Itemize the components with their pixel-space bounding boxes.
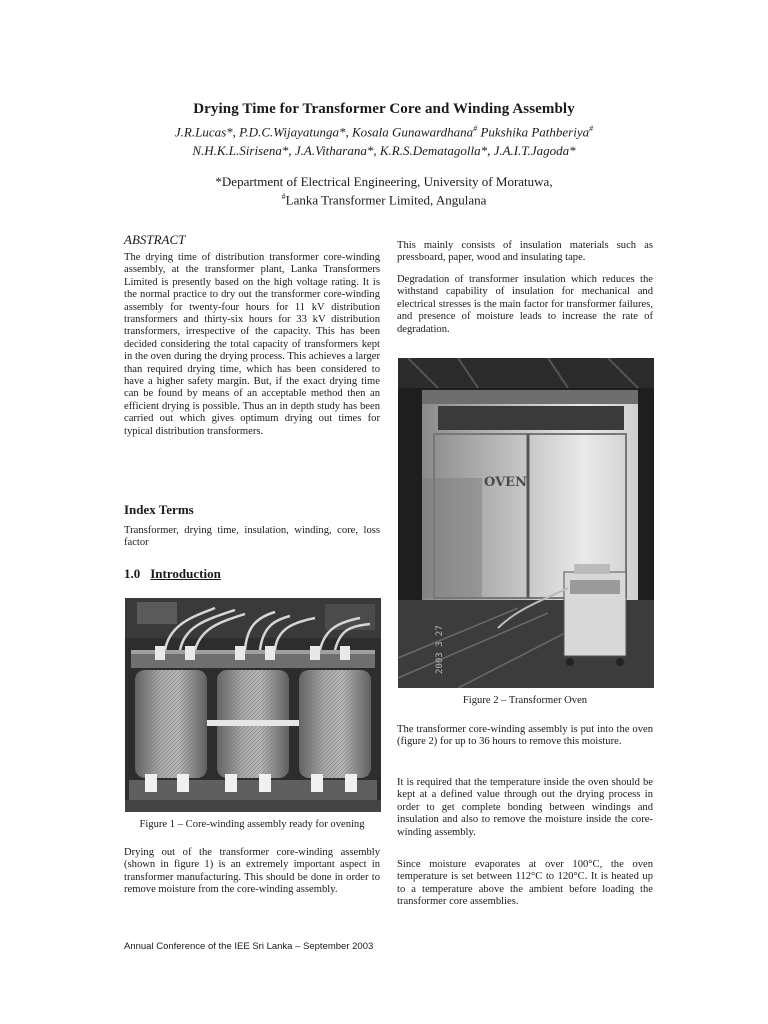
author-line-2: N.H.K.L.Sirisena*, J.A.Vitharana*, K.R.S.Dematagolla*, J.A.I.T.Jagoda* <box>192 143 576 158</box>
right-paragraph-3: The transformer core-winding assembly is put into the oven (figure 2) for up to 36 hours to remove this moisture. <box>397 724 653 748</box>
affiliation-line-2: #Lanka Transformer Limited, Angulana <box>281 192 487 208</box>
abstract-heading: ABSTRACT <box>124 232 186 247</box>
photo-date-stamp: 2003 3 27 <box>435 625 445 674</box>
index-terms-text: Transformer, drying time, insulation, winding, core, loss factor <box>124 525 380 549</box>
right-paragraph-5: Since moisture evaporates at over 100°C, the oven temperature is set between 112°C to 120°C. It is heated up to a temperature above the ambient before loading the transformer core assemblies. <box>397 859 653 908</box>
transformer-oven-photo <box>398 358 654 688</box>
right-paragraph-4: It is required that the temperature inside the oven should be kept at a defined value through out the drying process in order to get complete bonding between windings and insulation and also to remove the moisture inside the core-winding assembly. <box>397 777 653 838</box>
affiliation-line-1: *Department of Electrical Engineering, University of Moratuwa, <box>215 174 553 189</box>
page-footer: Annual Conference of the IEE Sri Lanka – September 2003 <box>124 941 374 952</box>
left-paragraph: Drying out of the transformer core-winding assembly (shown in figure 1) is an extremely important aspect in transformer manufacturing. This should be done in order to remove moisture from the core-winding assembly. <box>124 847 380 896</box>
abstract-text: The drying time of distribution transformer core-winding assembly, at the transformer plant, Lanka Transformers Limited is presently based on the high voltage rating. It is the normal practice to dry out the transformer core-winding assembly for twenty-four hours for 11 kV distribution transformers and thirty-six hours for 33 kV distribution transformers, irrespective of the capacity. This has been decided considering the total capacity of transformers kept in the oven during the drying process. This achieves a larger than required drying time, which has been considered to have a higher safety margin. But, if the exact drying time can be found by means of an acceptable method then an efficient drying is possible. Thus an in depth study has been carried out which gives optimum drying out times for typical distribution transformers. <box>124 252 380 437</box>
right-paragraph-1: This mainly consists of insulation materials such as pressboard, paper, wood and insulating tape. <box>397 240 653 264</box>
oven-label-text: OVEN <box>484 475 527 490</box>
right-paragraph-2: Degradation of transformer insulation which reduces the withstand capability of insulation for mechanical and electrical stresses is the main factor for transformer failures, and presence of moisture leads to increase the rate of degradation. <box>397 274 653 335</box>
core-winding-assembly-photo <box>125 598 381 812</box>
author-line-1: J.R.Lucas*, P.D.C.Wijayatunga*, Kosala Gunawardhana# Pukshika Pathberiya# <box>174 124 594 140</box>
figure-1-caption: Figure 1 – Core-winding assembly ready for ovening <box>139 819 365 830</box>
intro-heading: 1.0 Introduction <box>124 566 221 581</box>
index-terms-heading: Index Terms <box>124 502 194 517</box>
figure-2-caption: Figure 2 – Transformer Oven <box>462 695 588 706</box>
paper-title: Drying Time for Transformer Core and Winding Assembly <box>193 101 575 117</box>
